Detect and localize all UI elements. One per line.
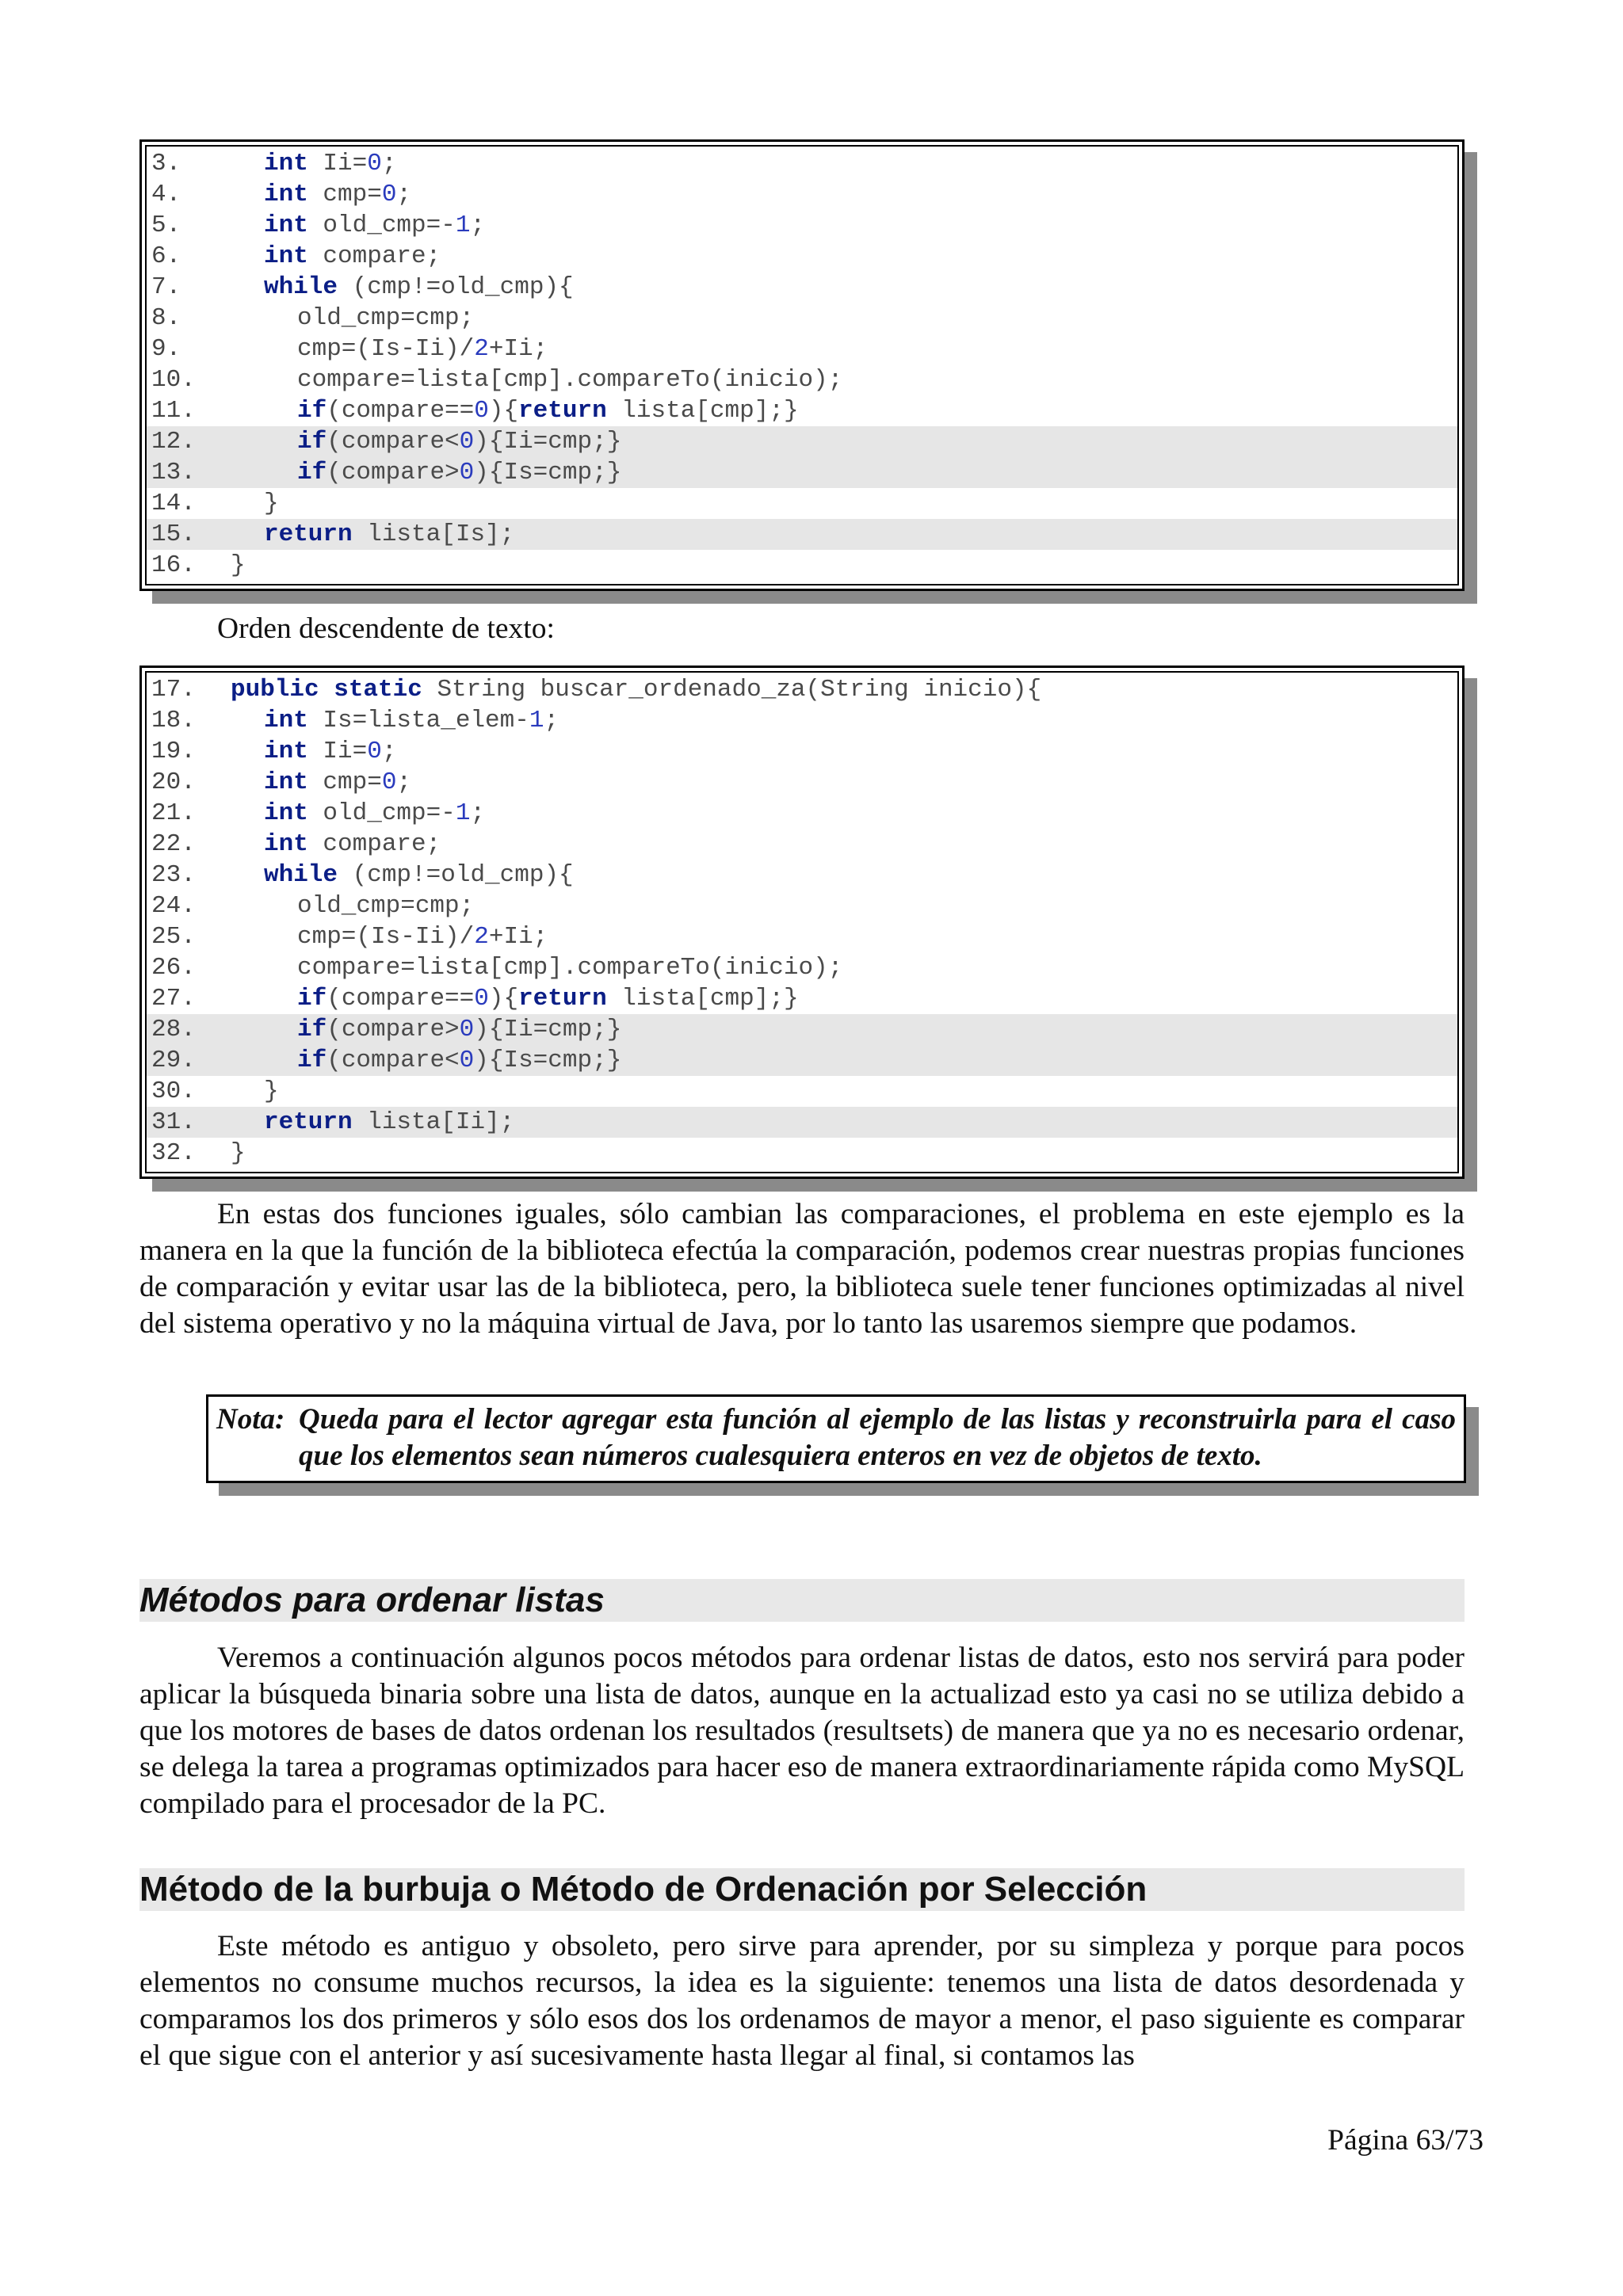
line-number: 13. xyxy=(151,459,196,486)
code-number: 0 xyxy=(381,769,397,796)
code-token: (compare> xyxy=(327,1016,460,1043)
code-block-1 xyxy=(139,139,1465,591)
code-token: (compare> xyxy=(327,459,460,486)
body-paragraph-1: En estas dos funciones iguales, sólo cambian las comparaciones, el problema en este ejemplo es la manera en la que la función de la biblioteca efectúa la comparación, podemos crear nuestras propias funciones de comparación y evitar usar las de la biblioteca, pero, la biblioteca suele tener funciones optimizadas al nivel del sistema operativo y no la máquina virtual de Java, por lo tanto las usaremos siempre que podamos. xyxy=(139,1198,1465,1340)
code-token: (compare== xyxy=(327,985,475,1013)
code-line xyxy=(147,488,1457,519)
code-line xyxy=(147,1076,1457,1107)
code-token: cmp=(Is-Ii)/ xyxy=(297,923,475,951)
code-token: Ii= xyxy=(307,150,368,177)
code-number: 0 xyxy=(367,150,382,177)
code-text xyxy=(231,674,1041,705)
code-text xyxy=(231,426,621,457)
code-keyword: if xyxy=(297,459,327,486)
code-text xyxy=(231,241,441,272)
code-line xyxy=(147,210,1457,241)
code-keyword: if xyxy=(297,428,327,456)
line-number: 4. xyxy=(151,181,181,208)
code-token: } xyxy=(264,490,279,517)
code-keyword: int xyxy=(264,707,308,734)
code-token: +Ii; xyxy=(488,335,548,363)
code-token: lista[Is]; xyxy=(352,521,515,548)
code-keyword: if xyxy=(297,1047,327,1074)
code-line xyxy=(147,1107,1457,1138)
line-number: 5. xyxy=(151,212,181,239)
code-number: 0 xyxy=(381,181,397,208)
code-text xyxy=(231,767,411,798)
code-token: Ii= xyxy=(307,738,368,765)
line-number: 28. xyxy=(151,1016,196,1043)
code-line xyxy=(147,550,1457,581)
code-line xyxy=(147,921,1457,952)
code-line xyxy=(147,983,1457,1014)
code-line xyxy=(147,891,1457,921)
caption-text: Orden descendente de texto: xyxy=(217,612,555,645)
code-keyword: int xyxy=(264,799,308,827)
code-token: ; xyxy=(470,799,486,827)
code-text xyxy=(231,303,474,334)
code-text xyxy=(231,1138,246,1169)
code-token: lista[cmp];} xyxy=(606,397,799,425)
code-token: +Ii; xyxy=(488,923,548,951)
line-number: 25. xyxy=(151,923,196,951)
line-number: 11. xyxy=(151,397,196,425)
code-line xyxy=(147,860,1457,891)
code-text xyxy=(231,860,574,891)
code-text xyxy=(231,272,574,303)
section-heading-burbuja: Método de la burbuja o Método de Ordenación por Selección xyxy=(139,1868,1465,1911)
code-token: ){ xyxy=(488,985,519,1013)
line-number: 29. xyxy=(151,1047,196,1074)
code-number: 2 xyxy=(474,923,489,951)
code-keyword: int xyxy=(264,181,308,208)
code-line xyxy=(147,364,1457,395)
line-number: 20. xyxy=(151,769,196,796)
code-keyword: while xyxy=(264,861,338,889)
code-token: compare; xyxy=(307,830,441,858)
code-line xyxy=(147,179,1457,210)
line-number: 27. xyxy=(151,985,196,1013)
code-keyword: int xyxy=(264,150,308,177)
code-text xyxy=(231,1014,621,1045)
code-token: ; xyxy=(396,181,412,208)
code-line xyxy=(147,1045,1457,1076)
code-number: 0 xyxy=(474,985,489,1013)
code-keyword: int xyxy=(264,769,308,796)
code-token: ){Is=cmp;} xyxy=(474,459,622,486)
code-text xyxy=(231,550,246,581)
code-keyword: if xyxy=(297,397,327,425)
code-text xyxy=(231,1045,621,1076)
code-number: 0 xyxy=(459,1016,475,1043)
code-keyword: return xyxy=(518,985,607,1013)
code-keyword: int xyxy=(264,830,308,858)
line-number: 23. xyxy=(151,861,196,889)
code-token: ; xyxy=(470,212,486,239)
code-text xyxy=(231,1107,514,1138)
code-token: lista[Ii]; xyxy=(352,1108,515,1136)
code-token: compare; xyxy=(307,242,441,270)
code-text xyxy=(231,921,548,952)
note-text: Queda para el lector agregar esta función al ejemplo de las listas y reconstruirla para el caso que los elementos sean números cualesquiera enteros en vez de objetos de texto. xyxy=(299,1403,1456,1472)
code-token: (compare== xyxy=(327,397,475,425)
code-listing xyxy=(145,145,1459,585)
code-text xyxy=(231,488,279,519)
note-label: Nota: xyxy=(216,1403,285,1436)
code-text xyxy=(231,798,485,829)
code-number: 0 xyxy=(367,738,382,765)
code-text xyxy=(231,891,474,921)
code-keyword: int xyxy=(264,212,308,239)
code-token: ){Is=cmp;} xyxy=(474,1047,622,1074)
line-number: 21. xyxy=(151,799,196,827)
code-text xyxy=(231,210,485,241)
code-line xyxy=(147,674,1457,705)
line-number: 19. xyxy=(151,738,196,765)
code-text xyxy=(231,952,842,983)
code-token: cmp= xyxy=(307,769,382,796)
code-number: 0 xyxy=(459,428,475,456)
code-text xyxy=(231,457,621,488)
line-number: 9. xyxy=(151,335,181,363)
code-token: } xyxy=(264,1077,279,1105)
code-text xyxy=(231,334,548,364)
code-text xyxy=(231,736,396,767)
section-heading-ordenar-listas: Métodos para ordenar listas xyxy=(139,1579,1465,1622)
code-token: lista[cmp];} xyxy=(606,985,799,1013)
code-block-2 xyxy=(139,666,1465,1179)
code-token: old_cmp=cmp; xyxy=(297,304,475,332)
code-line xyxy=(147,829,1457,860)
code-line xyxy=(147,303,1457,334)
code-line xyxy=(147,395,1457,426)
code-line xyxy=(147,148,1457,179)
code-line xyxy=(147,767,1457,798)
code-token: old_cmp=- xyxy=(307,799,456,827)
code-line xyxy=(147,736,1457,767)
code-token: cmp= xyxy=(307,181,382,208)
line-number: 14. xyxy=(151,490,196,517)
line-number: 16. xyxy=(151,551,196,579)
code-token: ){ xyxy=(488,397,519,425)
code-text xyxy=(231,364,842,395)
code-keyword: return xyxy=(264,1108,353,1136)
code-line xyxy=(147,1014,1457,1045)
code-line xyxy=(147,334,1457,364)
code-token: old_cmp=- xyxy=(307,212,456,239)
line-number: 26. xyxy=(151,954,196,982)
code-token: (cmp!=old_cmp){ xyxy=(338,861,574,889)
code-token: } xyxy=(231,1139,246,1167)
code-keyword: while xyxy=(264,273,338,301)
line-number: 15. xyxy=(151,521,196,548)
line-number: 32. xyxy=(151,1139,196,1167)
code-text xyxy=(231,148,396,179)
note-box xyxy=(206,1394,1466,1483)
code-text xyxy=(231,1076,279,1107)
code-token: ){Ii=cmp;} xyxy=(474,428,622,456)
line-number: 31. xyxy=(151,1108,196,1136)
line-number: 18. xyxy=(151,707,196,734)
code-token: ){Ii=cmp;} xyxy=(474,1016,622,1043)
code-line xyxy=(147,272,1457,303)
code-token: ; xyxy=(381,150,397,177)
code-number: 0 xyxy=(459,459,475,486)
code-token: old_cmp=cmp; xyxy=(297,892,475,920)
line-number: 22. xyxy=(151,830,196,858)
code-token: cmp=(Is-Ii)/ xyxy=(297,335,475,363)
line-number: 30. xyxy=(151,1077,196,1105)
code-number: 1 xyxy=(529,707,544,734)
code-listing xyxy=(145,671,1459,1173)
code-line xyxy=(147,519,1457,550)
code-token: } xyxy=(231,551,246,579)
line-number: 12. xyxy=(151,428,196,456)
code-line xyxy=(147,705,1457,736)
body-paragraph-2: Veremos a continuación algunos pocos métodos para ordenar listas de datos, esto nos servirá para poder aplicar la búsqueda binaria sobre una lista de datos, aunque en la actualizad esto ya casi no se utiliza debido a que los motores de bases de datos ordenan los resultados (resultsets) de manera que ya no es necesario ordenar, se delega la tarea a programas optimizados para hacer eso de manera extraordinariamente rápida como MySQL compilado para el procesador de la PC. xyxy=(139,1642,1465,1820)
code-keyword: return xyxy=(518,397,607,425)
code-line xyxy=(147,457,1457,488)
line-number: 24. xyxy=(151,892,196,920)
code-line xyxy=(147,798,1457,829)
line-number: 6. xyxy=(151,242,181,270)
code-text xyxy=(231,829,441,860)
code-number: 0 xyxy=(459,1047,475,1074)
code-token: (compare< xyxy=(327,428,460,456)
code-line xyxy=(147,426,1457,457)
code-token: ; xyxy=(396,769,412,796)
code-token: ; xyxy=(544,707,559,734)
code-number: 2 xyxy=(474,335,489,363)
code-text xyxy=(231,519,514,550)
code-number: 0 xyxy=(474,397,489,425)
code-line xyxy=(147,1138,1457,1169)
code-keyword: if xyxy=(297,1016,327,1043)
line-number: 3. xyxy=(151,150,181,177)
code-token: Is=lista_elem- xyxy=(307,707,529,734)
code-token: ; xyxy=(381,738,397,765)
code-line xyxy=(147,952,1457,983)
code-text xyxy=(231,179,411,210)
code-token: String buscar_ordenado_za(String inicio){ xyxy=(422,676,1042,704)
code-keyword: public static xyxy=(231,676,422,704)
code-keyword: int xyxy=(264,738,308,765)
code-token: (compare< xyxy=(327,1047,460,1074)
line-number: 10. xyxy=(151,366,196,394)
code-token: compare=lista[cmp].compareTo(inicio); xyxy=(297,366,843,394)
page-number: Página 63/73 xyxy=(1327,2124,1484,2157)
body-paragraph-3: Este método es antiguo y obsoleto, pero sirve para aprender, por su simpleza y porque para pocos elementos no consume muchos recursos, la idea es la siguiente: tenemos una lista de datos desordenada y comparamos los dos primeros y sólo esos dos los ordenamos de mayor a menor, el paso siguiente es comparar el que sigue con el anterior y así sucesivamente hasta llegar al final, si contamos las xyxy=(139,1930,1465,2072)
line-number: 8. xyxy=(151,304,181,332)
code-number: 1 xyxy=(455,212,471,239)
code-text xyxy=(231,983,799,1014)
code-text xyxy=(231,395,799,426)
line-number: 7. xyxy=(151,273,181,301)
code-token: (cmp!=old_cmp){ xyxy=(338,273,574,301)
code-keyword: return xyxy=(264,521,353,548)
code-number: 1 xyxy=(455,799,471,827)
code-keyword: if xyxy=(297,985,327,1013)
line-number: 17. xyxy=(151,676,196,704)
code-line xyxy=(147,241,1457,272)
code-text xyxy=(231,705,559,736)
code-token: compare=lista[cmp].compareTo(inicio); xyxy=(297,954,843,982)
code-keyword: int xyxy=(264,242,308,270)
